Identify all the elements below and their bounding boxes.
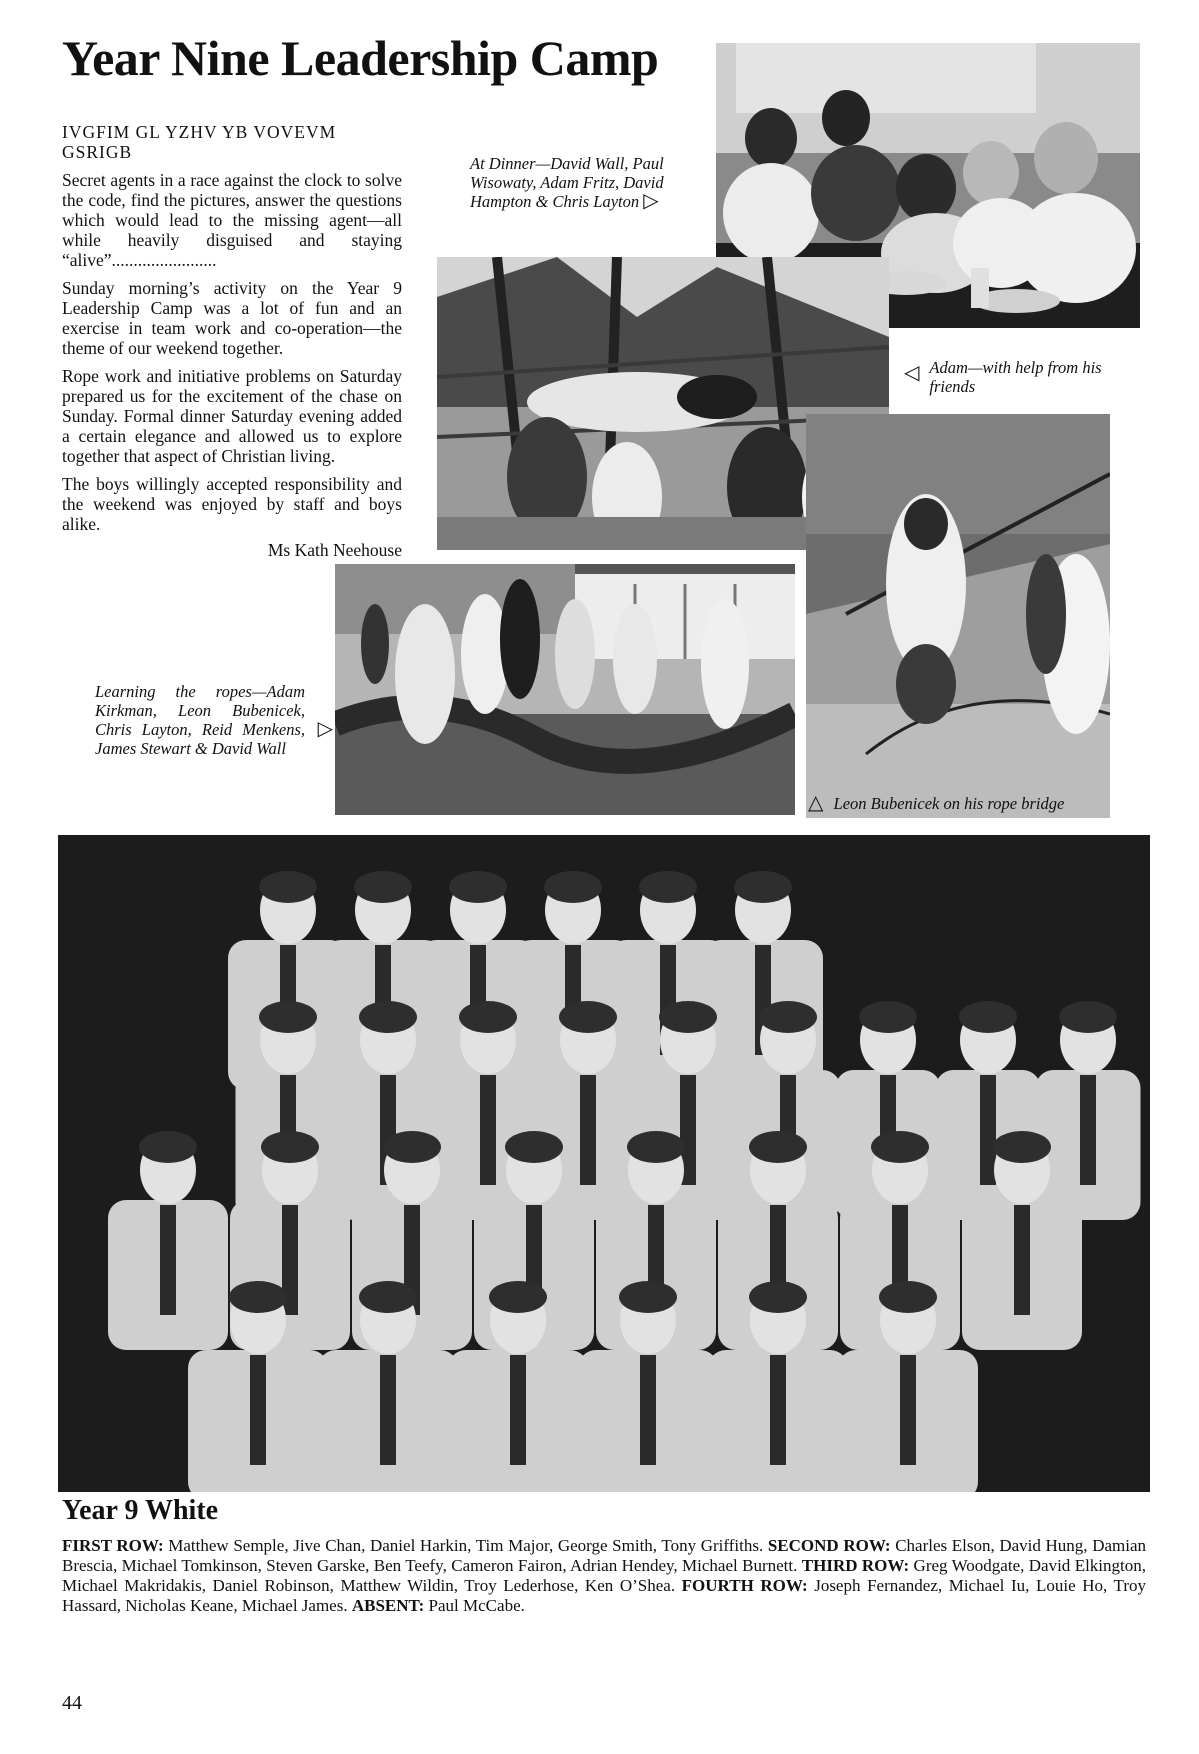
cipher-text: IVGFIM GL YZHV YB VOVEVM GSRIGB: [62, 122, 337, 162]
row-label-second: SECOND ROW:: [767, 1536, 891, 1555]
row-label-fourth: FOURTH ROW:: [681, 1576, 808, 1595]
student-hair: [749, 1131, 807, 1163]
student-hair: [879, 1281, 937, 1313]
student-hair: [259, 1001, 317, 1033]
student-tie: [1014, 1205, 1030, 1315]
article-paragraph-4: The boys willingly accepted responsibility and the weekend was enjoyed by staff and boys alike.: [62, 474, 402, 534]
student-tie: [770, 1355, 786, 1465]
student-tie: [480, 1075, 496, 1185]
student-tie: [980, 1075, 996, 1185]
rope-bridge-caption: [808, 794, 1118, 813]
article-signature: Ms Kath Neehouse: [267, 540, 402, 560]
row-names-second: Charles Elson, David Hung, Damian Brescia, Michael Tomkinson, Steven Garske, Ben Teefy, Cameron Fairon, Adrian Hendey, Michael Burnett.: [62, 1536, 1147, 1575]
rope-bridge-photo: [806, 414, 1110, 818]
arrow-up-icon: △: [808, 792, 824, 814]
page-title: Year Nine Leadership Camp: [62, 30, 659, 86]
student-hair: [859, 1001, 917, 1033]
student-hair: [261, 1131, 319, 1163]
student-hair: [759, 1001, 817, 1033]
article-paragraph-3: Rope work and initiative problems on Saturday prepared us for the excitement of the chase on Sunday. Formal dinner Saturday evening added a certain elegance and allowed us to explore together that aspect of Christian living.: [62, 366, 402, 466]
student-hair: [259, 871, 317, 903]
dinner-caption-text: At Dinner—David Wall, Paul Wisowaty, Adam Fritz, David Hampton & Chris Layton: [470, 154, 664, 211]
student-hair: [359, 1001, 417, 1033]
student-hair: [459, 1001, 517, 1033]
row-label-third: THIRD ROW:: [801, 1556, 910, 1575]
dinner-caption: [470, 154, 682, 211]
student-tie: [510, 1355, 526, 1465]
student-hair: [489, 1281, 547, 1313]
arrow-right-icon-2: ▷: [317, 718, 333, 740]
student-hair: [619, 1281, 677, 1313]
rope-bridge-caption-text: Leon Bubenicek on his rope bridge: [833, 794, 1065, 813]
student-tie: [160, 1205, 176, 1315]
student-tie: [380, 1355, 396, 1465]
student-hair: [871, 1131, 929, 1163]
student-hair: [1059, 1001, 1117, 1033]
student-hair: [749, 1281, 807, 1313]
class-photo-names: [62, 1536, 1146, 1616]
student-hair: [383, 1131, 441, 1163]
class-photo-heading: Year 9 White: [62, 1495, 219, 1526]
student-hair: [959, 1001, 1017, 1033]
student-hair: [505, 1131, 563, 1163]
class-photo: [58, 835, 1150, 1492]
ropes-photo: [335, 564, 795, 815]
row-names-fourth: Joseph Fernandez, Michael Iu, Louie Ho, Troy Hassard, Nicholas Keane, Michael James.: [62, 1576, 1146, 1615]
student-tie: [640, 1355, 656, 1465]
student-hair: [734, 871, 792, 903]
student-hair: [139, 1131, 197, 1163]
student-hair: [544, 871, 602, 903]
article-body: [62, 122, 402, 568]
arrow-right-icon: ▷: [643, 190, 659, 212]
student-hair: [659, 1001, 717, 1033]
adam-caption: [904, 358, 1144, 396]
article-paragraph-2: Sunday morning’s activity on the Year 9 Leadership Camp was a lot of fun and an exercise in team work and co-operation—the theme of our weekend together.: [62, 278, 402, 358]
student-hair: [639, 871, 697, 903]
row-names-third: Greg Woodgate, David Elkington, Michael Makridakis, Daniel Robinson, Matthew Wildin, Troy Lederhose, Ken O’Shea.: [62, 1556, 1147, 1595]
adam-caption-text: Adam—with help from his friends: [929, 358, 1102, 396]
student-hair: [229, 1281, 287, 1313]
student-hair: [359, 1281, 417, 1313]
row-label-first: FIRST ROW:: [62, 1536, 164, 1555]
ropes-caption: [95, 682, 333, 758]
student-tie: [1080, 1075, 1096, 1185]
row-names-absent: Paul McCabe.: [428, 1596, 525, 1615]
student-hair: [354, 871, 412, 903]
arrow-left-icon: ◁: [904, 362, 920, 384]
row-names-first: Matthew Semple, Jive Chan, Daniel Harkin, Tim Major, George Smith, Tony Griffiths.: [168, 1536, 764, 1555]
page-number: 44: [62, 1692, 82, 1714]
ropes-caption-text: Learning the ropes—Adam Kirkman, Leon Bubenicek, Chris Layton, Reid Menkens, James Stewart & David Wall: [95, 682, 305, 758]
article-paragraph-1: Secret agents in a race against the clock to solve the code, find the pictures, answer the questions which would lead to the missing agent—all while heavily disguised and staying “alive”........................: [62, 170, 402, 270]
student-tie: [580, 1075, 596, 1185]
row-label-absent: ABSENT:: [351, 1596, 425, 1615]
student-hair: [449, 871, 507, 903]
student-hair: [559, 1001, 617, 1033]
student-tie: [250, 1355, 266, 1465]
student-hair: [993, 1131, 1051, 1163]
student-hair: [627, 1131, 685, 1163]
student-tie: [900, 1355, 916, 1465]
